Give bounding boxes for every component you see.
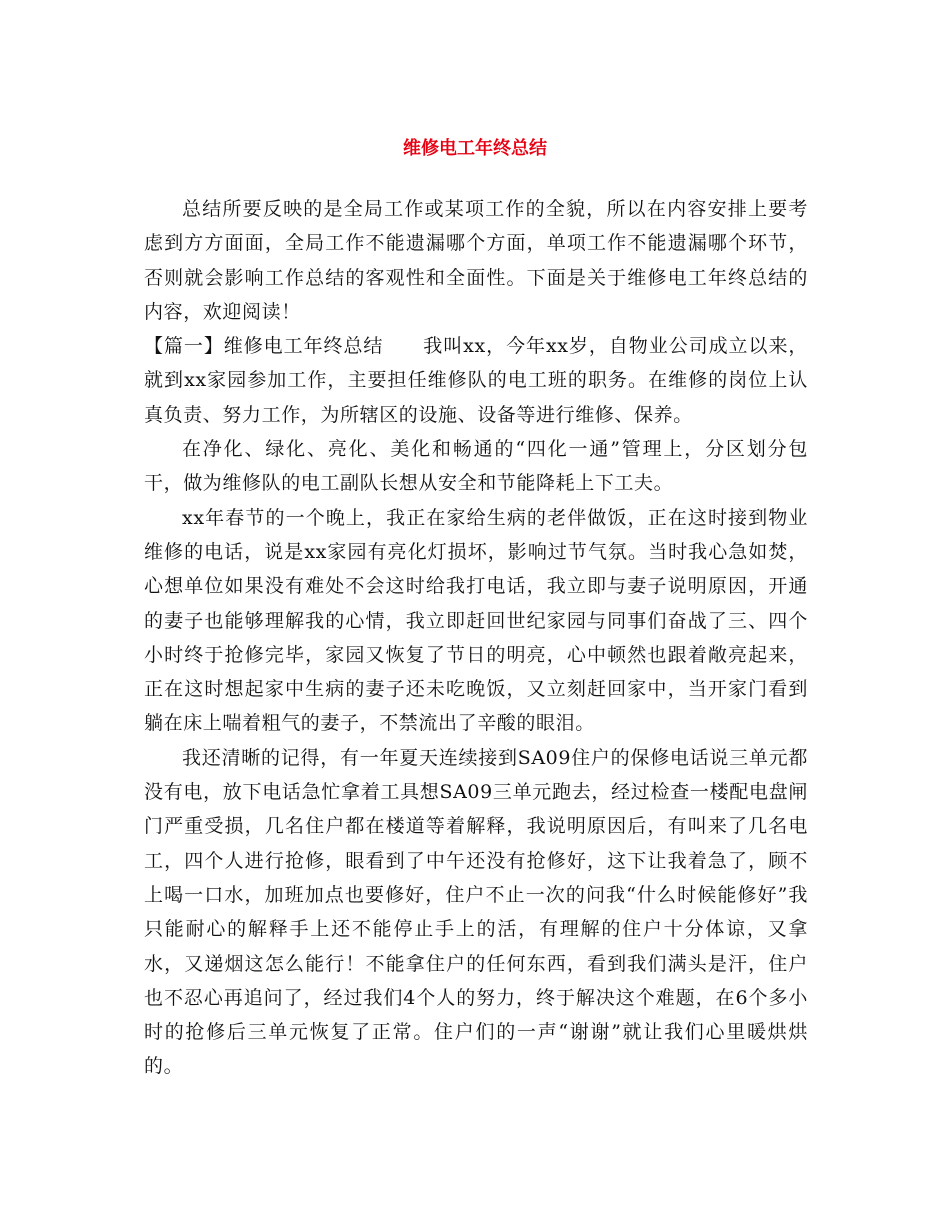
document-title: 维修电工年终总结 (403, 138, 547, 160)
paragraph-intro: 总结所要反映的是全局工作或某项工作的全貌，所以在内容安排上要考虑到方方面面，全局工作不能遗漏哪个方面，单项工作不能遗漏哪个环节，否则就会影响工作总结的客观性和全面性。下面是关于维修电工年终总结的内容，欢迎阅读！ (144, 198, 808, 323)
paragraph-section-one: 【篇一】维修电工年终总结 我叫xx，今年xx岁，自物业公司成立以来，就到xx家园参加工作，主要担任维修队的电工班的职务。在维修的岗位上认真负责、努力工作，为所辖区的设施、设备等进行维修、保养。 (144, 335, 808, 426)
paragraph-summer-repair: 我还清晰的记得，有一年夏天连续接到SA09住户的保修电话说三单元都没有电，放下电话急忙拿着工具想SA09三单元跑去，经过检查一楼配电盘闸门严重受损，几名住户都在楼道等着解释，我说明原因后，有叫来了几名电工，四个人进行抢修，眼看到了中午还没有抢修好，这下让我着急了，顾不上喝一口水，加班加点也要修好，住户不止一次的问我“什么时候能修好”我只能耐心的解释手上还不能停止手上的活，有理解的住户十分体谅，又拿水，又递烟这怎么能行！不能拿住户的任何东西，看到我们满头是汗，住户也不忍心再追问了，经过我们4个人的努力，终于解决这个难题，在6个多小时的抢修后三单元恢复了正常。住户们的一声“谢谢”就让我们心里暖烘烘的。 (144, 746, 808, 1078)
document-body (144, 192, 808, 1084)
paragraph-management: 在净化、绿化、亮化、美化和畅通的“四化一通”管理上，分区划分包干，做为维修队的电工副队长想从安全和节能降耗上下工夫。 (144, 438, 808, 495)
paragraph-spring-festival: xx年春节的一个晚上，我正在家给生病的老伴做饭，正在这时接到物业维修的电话，说是xx家园有亮化灯损坏，影响过节气氛。当时我心急如焚，心想单位如果没有难处不会这时给我打电话，我立即与妻子说明原因，开通的妻子也能够理解我的心情，我立即赶回世纪家园与同事们奋战了三、四个小时终于抢修完毕，家园又恢复了节日的明亮，心中顿然也跟着敞亮起来，正在这时想起家中生病的妻子还未吃晚饭，又立刻赶回家中，当开家门看到躺在床上喘着粗气的妻子，不禁流出了辛酸的眼泪。 (144, 506, 808, 735)
